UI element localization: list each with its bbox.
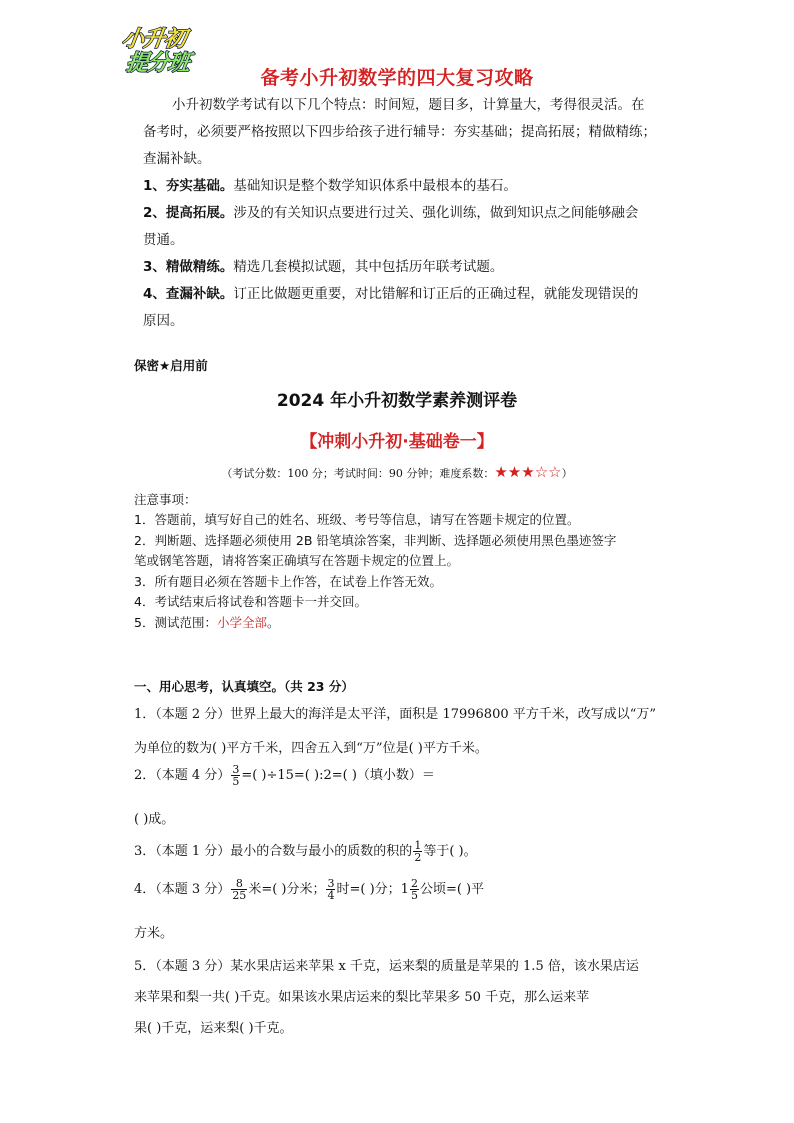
question-2-line-2: ( )成。 (134, 812, 175, 827)
notes-heading: 注意事项： (134, 492, 197, 507)
note-3: 3．所有题目必须在答题卡上作答，在试卷上作答无效。 (134, 574, 442, 589)
question-4-line-2: 方米。 (134, 926, 174, 941)
step-3-text: 精选几套模拟试题，其中包括历年联考试题。 (233, 259, 504, 275)
q4-part-2: 时=( )分； (336, 882, 401, 897)
logo-line-2: 提分班 (124, 51, 191, 76)
q3-frac-numerator: 1 (414, 839, 422, 852)
step-2 (143, 200, 638, 227)
secret-label: 保密★启用前 (134, 358, 208, 373)
step-4 (143, 281, 638, 308)
q4-fraction-3 (410, 878, 419, 901)
q4-part-3: 公顷=( )平 (419, 882, 485, 897)
q4-fraction-1 (231, 878, 247, 901)
q2-prefix: 2．（本题 4 分） (134, 768, 231, 783)
difficulty-stars-empty: ☆☆ (534, 463, 562, 481)
q4-f1-numerator: 8 (231, 878, 247, 890)
step-4-head: 4、查漏补缺。 (143, 286, 234, 302)
question-3 (134, 840, 477, 863)
note-2a: 2．判断题、选择题必须使用 2B 铅笔填涂答案，非判断、选择题必须使用黑色墨迹签字 (134, 533, 617, 548)
q4-f1-denominator: 25 (232, 889, 247, 902)
section-1-title: 一、用心思考，认真填空。（共 23 分） (134, 679, 354, 694)
note-5 (134, 613, 280, 633)
q2-frac-denominator: 5 (232, 775, 240, 788)
step-4-cont: 原因。 (143, 313, 184, 329)
intro-line-3: 查漏补缺。 (143, 151, 211, 167)
q3-prefix: 3．（本题 1 分）最小的合数与最小的质数的积的 (134, 844, 413, 859)
q2-frac-numerator: 3 (232, 763, 240, 776)
step-2-head: 2、提高拓展。 (143, 205, 234, 221)
q4-f3-numerator: 2 (410, 877, 418, 890)
q2-fraction (231, 764, 240, 787)
q2-rest: =( )÷15=( ):2=( )（填小数）＝ (241, 768, 435, 783)
q3-fraction (413, 840, 422, 863)
question-4 (134, 878, 484, 901)
q4-f2-denominator: 4 (327, 889, 335, 902)
step-1 (143, 173, 517, 200)
logo-line-1: 小升初 (120, 27, 187, 52)
intro-line-2: 备考时，必须要严格按照以下四步给孩子进行辅导：夯实基础；提高拓展；精做精练； (143, 124, 656, 140)
q3-rest: 等于( )。 (423, 844, 477, 859)
note-5-suffix: 。 (266, 615, 280, 630)
note-1: 1．答题前，填写好自己的姓名、班级、考号等信息，请写在答题卡规定的位置。 (134, 512, 580, 527)
q4-fraction-2 (326, 878, 335, 901)
note-5-prefix: 5．测试范围： (134, 615, 217, 630)
q4-whole: 1 (400, 882, 409, 897)
question-5-line-2: 来苹果和梨一共( )千克。如果该水果店运来的梨比苹果多 50 千克，那么运来苹 (134, 990, 590, 1005)
question-1-line-2: 为单位的数为( )平方千米，四舍五入到“万”位是( )平方千米。 (134, 741, 488, 756)
step-1-text: 基础知识是整个数学知识体系中最根本的基石。 (233, 178, 517, 194)
paper-subtitle: 【冲刺小升初·基础卷一】 (300, 432, 494, 452)
note-4: 4．考试结束后将试卷和答题卡一并交回。 (134, 594, 367, 609)
header-title: 备考小升初数学的四大复习攻略 (260, 67, 534, 89)
question-2 (134, 764, 435, 787)
exam-meta (0, 463, 794, 481)
step-3-head: 3、精做精练。 (143, 259, 234, 275)
test-scope-value: 小学全部 (216, 615, 267, 630)
q3-frac-denominator: 2 (414, 851, 422, 864)
meta-suffix: ） (561, 467, 573, 480)
q4-f3-denominator: 5 (410, 889, 418, 902)
step-1-head: 1、夯实基础。 (143, 178, 234, 194)
q4-prefix: 4．（本题 3 分） (134, 882, 231, 897)
step-3 (143, 254, 503, 281)
step-4-text: 订正比做题更重要，对比错解和订正后的正确过程，就能发现错误的 (233, 286, 639, 302)
meta-prefix: （考试分数：100 分；考试时间：90 分钟；难度系数： (221, 467, 495, 480)
difficulty-stars-filled: ★★★ (494, 463, 535, 481)
q4-f2-numerator: 3 (327, 877, 335, 890)
question-5-line-3: 果( )千克，运来梨( )千克。 (134, 1021, 293, 1036)
step-2-text: 涉及的有关知识点要进行过关、强化训练，做到知识点之间能够融会 (233, 205, 639, 221)
q4-part-1: 米=( )分米； (248, 882, 326, 897)
step-2-cont: 贯通。 (143, 232, 184, 248)
question-1-line-1: 1．（本题 2 分）世界上最大的海洋是太平洋，面积是 17996800 平方千米，改写成以“万” (134, 707, 657, 722)
question-5-line-1: 5．（本题 3 分）某水果店运来苹果 x 千克，运来梨的质量是苹果的 1.5 倍，该水果店运 (134, 959, 639, 974)
note-2b: 笔或钢笔答题，请将答案正确填写在答题卡规定的位置上。 (134, 553, 460, 568)
paper-title: 2024 年小升初数学素养测评卷 (276, 391, 518, 411)
intro-line-1: 小升初数学考试有以下几个特点：时间短，题目多，计算量大，考得很灵活。在 (172, 97, 645, 113)
